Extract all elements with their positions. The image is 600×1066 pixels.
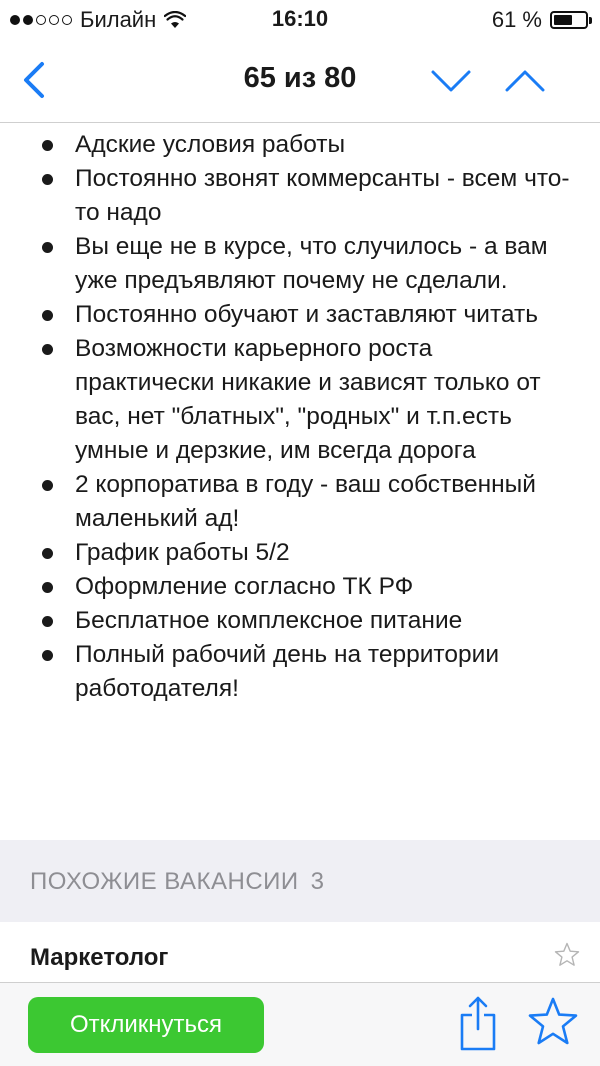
status-bar-right <box>492 7 588 33</box>
list-item-text: Бесплатное комплексное питание <box>75 607 463 634</box>
bullet <box>42 616 53 627</box>
status-time: 16:10 <box>271 6 329 31</box>
list-item <box>0 162 570 230</box>
bullet <box>42 548 53 559</box>
chevron-up-icon[interactable] <box>502 64 548 98</box>
list-item <box>0 638 570 706</box>
status-bar <box>0 0 600 40</box>
list-item <box>0 128 570 162</box>
respond-button[interactable]: Откликнуться <box>28 997 264 1053</box>
list-item <box>0 468 570 536</box>
chevron-down-icon[interactable] <box>428 64 474 98</box>
list-item-text: Полный рабочий день на территории работодателя! <box>75 641 500 702</box>
list-item-text: Вы еще не в курсе, что случилось - а вам уже предъявляют почему не сделали. <box>75 233 548 294</box>
vacancy-description <box>0 122 600 706</box>
bullet <box>42 310 53 321</box>
similar-vacancies-header <box>0 840 600 922</box>
list-item <box>0 570 570 604</box>
list-item-text: Постоянно звонят коммерсанты - всем что-то надо <box>75 165 570 226</box>
conditions-list <box>0 122 600 706</box>
star-outline-icon[interactable] <box>554 942 580 968</box>
list-item <box>0 230 570 298</box>
bullet <box>42 480 53 491</box>
list-item-text: График работы 5/2 <box>75 539 290 566</box>
star-icon[interactable] <box>527 997 579 1047</box>
list-item-text: Оформление согласно ТК РФ <box>75 573 414 600</box>
bullet <box>42 174 53 185</box>
carrier-name: Билайн <box>80 7 157 32</box>
list-item <box>0 298 570 332</box>
list-item-text: Возможности карьерного роста практически никакие и зависят только от вас, нет "блатных", "родных" и т.п.есть умные и дерзкие, им всегда дорога <box>75 335 541 464</box>
battery-percent: 61 % <box>491 7 542 32</box>
navigation-bar <box>0 40 600 123</box>
list-item <box>0 536 570 570</box>
share-icon[interactable] <box>458 993 498 1051</box>
bullet <box>42 140 53 151</box>
bottom-toolbar <box>0 982 600 1066</box>
page-title: 65 из 80 <box>243 62 357 94</box>
vacancy-title: Маркетолог <box>30 944 169 971</box>
section-count: 3 <box>310 868 325 895</box>
section-title-text: ПОХОЖИЕ ВАКАНСИИ <box>30 868 299 895</box>
list-item <box>0 332 570 468</box>
bullet <box>42 242 53 253</box>
list-item <box>0 604 570 638</box>
list-item-text: 2 корпоратива в году - ваш собственный маленький ад! <box>75 471 536 532</box>
bullet <box>42 582 53 593</box>
bullet <box>42 650 53 661</box>
section-title <box>30 868 325 896</box>
list-item-text: Постоянно обучают и заставляют читать <box>75 301 538 328</box>
bullet <box>42 344 53 355</box>
battery-icon <box>550 11 588 29</box>
list-item-text: Адские условия работы <box>75 131 346 158</box>
